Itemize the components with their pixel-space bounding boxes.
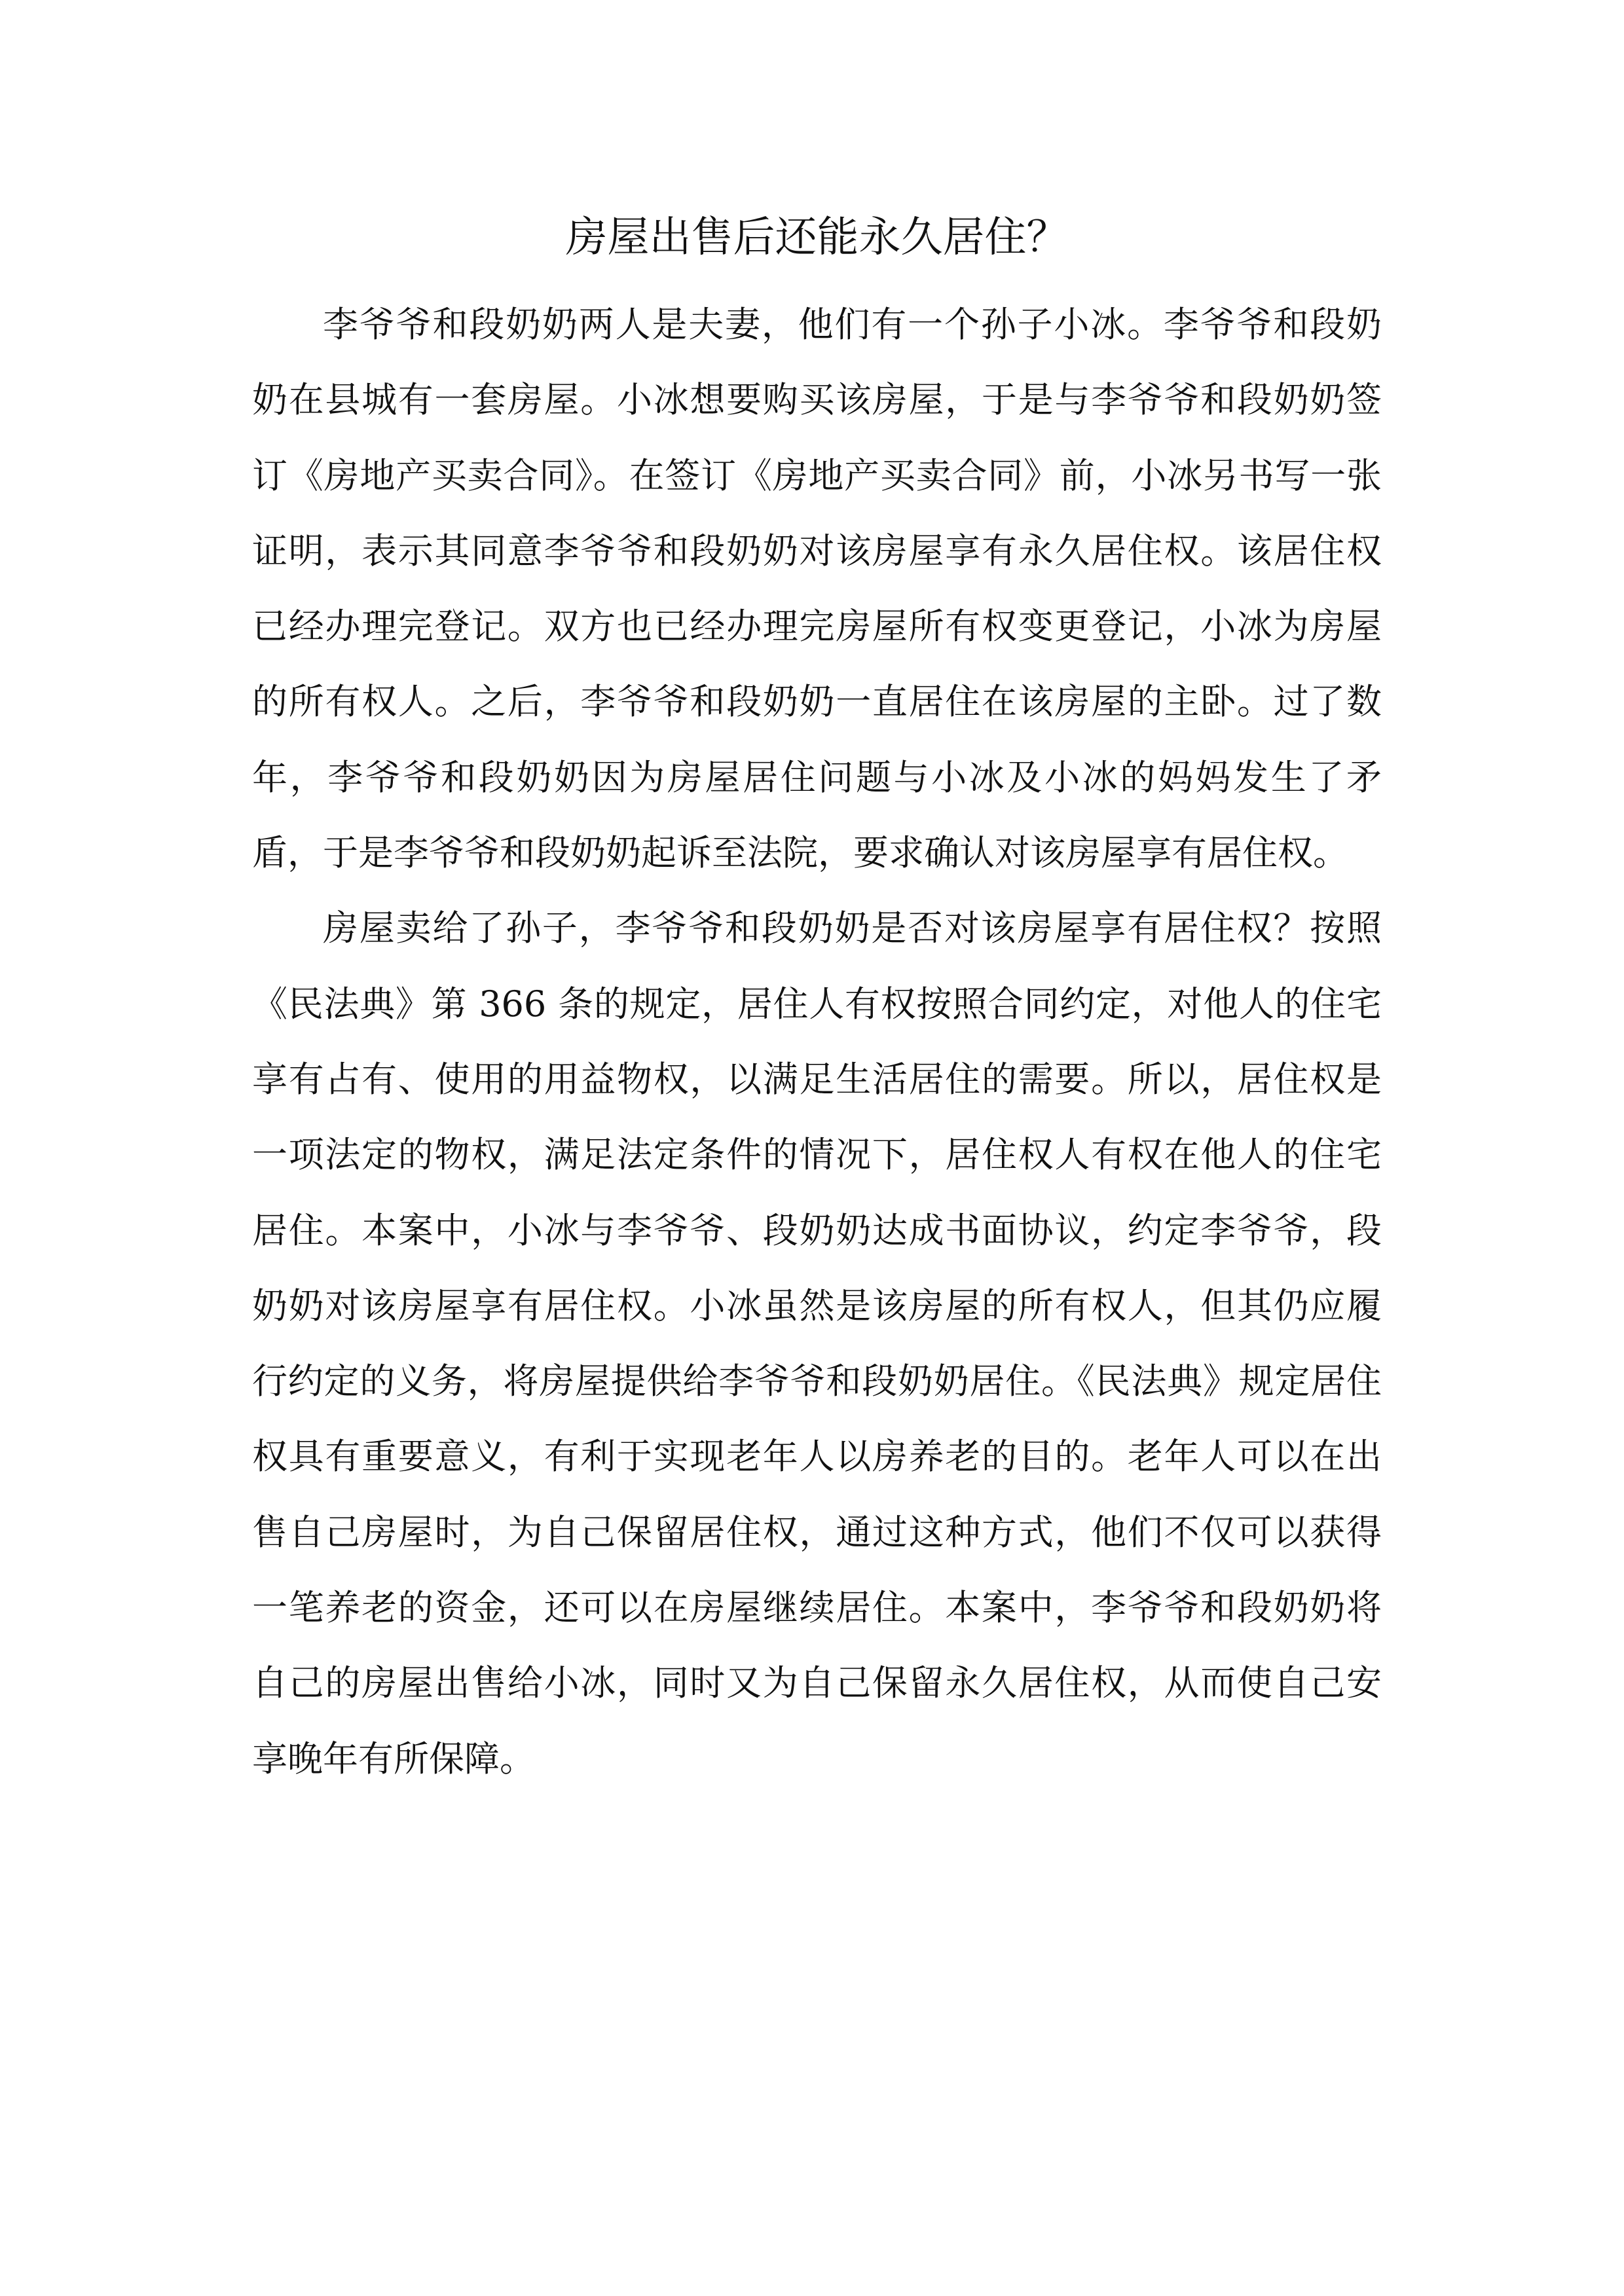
document-body [252, 287, 1382, 1796]
document-title: 房屋出售后还能永久居住？ [565, 213, 1069, 262]
paragraph-legal-analysis: 房屋卖给了孙子，李爷爷和段奶奶是否对该房屋享有居住权？按照《民法典》第 366 条的规定，居住人有权按照合同约定，对他人的住宅享有占有、使用的用益物权，以满足生活居住的需要。所以，居住权是一项法定的物权，满足法定条件的情况下，居住权人有权在他人的住宅居住。本案中，小冰与李爷爷、段奶奶达成书面协议，约定李爷爷，段奶奶对该房屋享有居住权。小冰虽然是该房屋的所有权人，但其仍应履行约定的义务，将房屋提供给李爷爷和段奶奶居住。《民法典》规定居住权具有重要意义，有利于实现老年人以房养老的目的。老年人可以在出售自己房屋时，为自己保留居住权，通过这种方式，他们不仅可以获得一笔养老的资金，还可以在房屋继续居住。本案中，李爷爷和段奶奶将自己的房屋出售给小冰，同时又为自己保留永久居住权，从而使自己安享晚年有所保障。 [252, 907, 1382, 1779]
paragraph-case-facts: 李爷爷和段奶奶两人是夫妻，他们有一个孙子小冰。李爷爷和段奶奶在县城有一套房屋。小冰想要购买该房屋，于是与李爷爷和段奶奶签订《房地产买卖合同》。在签订《房地产买卖合同》前，小冰另书写一张证明，表示其同意李爷爷和段奶奶对该房屋享有永久居住权。该居住权已经办理完登记。双方也已经办理完房屋所有权变更登记，小冰为房屋的所有权人。之后，李爷爷和段奶奶一直居住在该房屋的主卧。过了数年，李爷爷和段奶奶因为房屋居住问题与小冰及小冰的妈妈发生了矛盾，于是李爷爷和段奶奶起诉至法院，要求确认对该房屋享有居住权。 [252, 304, 1382, 874]
